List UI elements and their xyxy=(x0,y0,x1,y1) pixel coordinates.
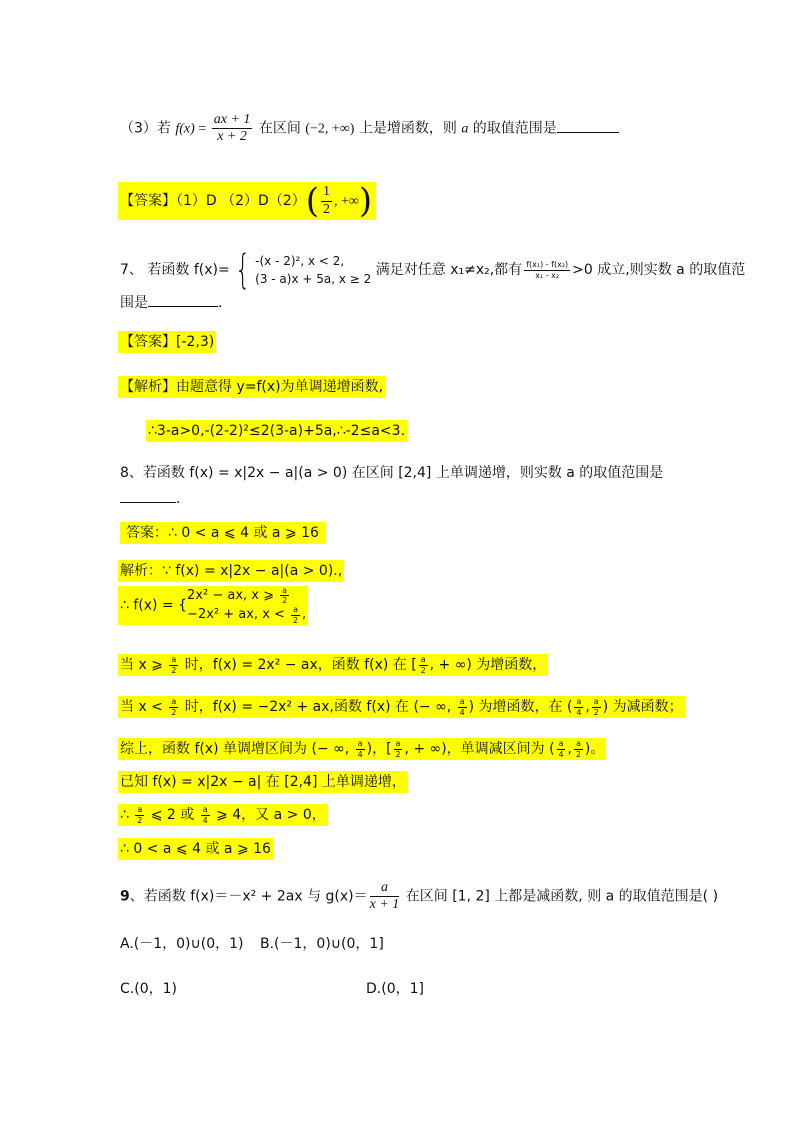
answer-blank xyxy=(557,132,619,133)
question-8-line2 xyxy=(120,488,180,510)
frac-num: a xyxy=(293,605,298,615)
frac-a-4 xyxy=(557,739,566,758)
q8-cases xyxy=(187,586,306,625)
q8-analysis-l1: 解析：∵ f(x) = x|2x − a|(a > 0)., xyxy=(118,560,344,582)
q9-text2: 在区间 [1, 2] 上都是减函数, 则 a 的取值范围是( ) xyxy=(401,888,719,905)
q8-case2-frac xyxy=(291,605,300,624)
q8-case1-frac xyxy=(280,586,289,605)
right-paren: ) xyxy=(358,181,373,221)
frac-den: 2 xyxy=(137,815,143,825)
q9-option-b: B.(－1，0)∪(0，1] xyxy=(260,936,384,952)
q7-text3: >0 成立,则实数 a 的取值范 xyxy=(572,262,746,278)
frac-den: 2 xyxy=(575,749,581,759)
q7-answer: 【答案】[-2,3) xyxy=(118,331,216,353)
frac-num: a xyxy=(202,805,208,815)
frac-den: 2 xyxy=(395,749,401,759)
question-7 xyxy=(120,247,746,293)
frac-a-4 xyxy=(574,697,583,716)
q8-l4c: ) 为增函数，在 ( xyxy=(468,699,573,715)
q8-analysis-l5: 综上，函数 f(x) 单调增区间为 (− ∞, $\frac{a}{4}$ )，[ $\frac{a}{2}$ , + ∞)，单调减区间为 ( $\frac{a}{4}$ , $\frac{a}{2}$ )。 xyxy=(120,739,605,759)
q8-case2-text: −2x² + ax, x < xyxy=(187,607,290,623)
frac-num: a xyxy=(459,697,465,707)
question-8: 8、若函数 f(x) = x|2x − a|(a > 0) 在区间 [2,4] 上单调递增，则实数 a 的取值范围是 xyxy=(120,465,664,481)
frac-den: 4 xyxy=(357,749,363,759)
q8-case1-text: 2x² − ax, x ⩾ xyxy=(187,588,279,604)
frac-num: a xyxy=(575,739,581,749)
q7-frac-den: x₁ - x₂ xyxy=(535,270,560,280)
q8-analysis-l3 xyxy=(118,654,548,676)
q9-text1: 、若函数 f(x)＝－x² + 2ax 与 g(x)＝ xyxy=(129,888,368,905)
q8-analysis-l4: 当 x < $\frac{a}{2}$ 时，f(x) = −2x² + ax,函数 f(x) 在 (− ∞, $\frac{a}{4}$ ) 为增函数，在 ( $\frac{a}{4}$ , $\frac{a}{2}$ ) 为减函数； xyxy=(120,697,683,717)
q8-analysis-l8: ∴ 0 < a ⩽ 4 或 a ⩾ 16 xyxy=(118,838,273,860)
frac-den: 4 xyxy=(202,815,208,825)
frac-num: a xyxy=(171,655,177,665)
q6-a: a xyxy=(461,121,469,137)
frac-a-4 xyxy=(201,805,210,824)
q9-frac-num: a xyxy=(370,880,400,897)
q8-l7c: ⩾ 4，又 a > 0， xyxy=(211,807,326,823)
q7-text1: 若函数 f(x)= xyxy=(142,262,230,278)
frac-a-2 xyxy=(394,739,403,758)
q8-analysis-l2 xyxy=(118,586,308,625)
q8-l7b: ⩽ 2 或 xyxy=(146,807,199,823)
q6-answer xyxy=(118,182,376,220)
frac-a-2 xyxy=(169,655,178,674)
q6-fraction xyxy=(212,112,253,145)
frac-den: 2 xyxy=(292,615,299,625)
q8-l7a: ∴ xyxy=(120,807,134,823)
frac-a-2 xyxy=(419,655,428,674)
q9-option-a: A.(－1，0)∪(0，1) xyxy=(120,936,244,952)
q6-prefix: （3）若 xyxy=(120,120,171,137)
q8-l5c: , + ∞)，单调减区间为 ( xyxy=(404,741,555,757)
q6-tail: 的取值范围是 xyxy=(468,120,557,137)
q7-line2: 围是 xyxy=(120,295,148,311)
q8-case2: −2x² + ax, x < $\frac{a}{2}$ , xyxy=(187,605,307,625)
q8-analysis-l7 xyxy=(118,804,328,826)
question-7-line2 xyxy=(120,292,222,314)
q8-l3a: 当 x ⩾ xyxy=(120,657,168,673)
q6-mid2: 上是增函数，则 xyxy=(354,120,462,137)
q8-l4b: 时，f(x) = −2x² + ax,函数 f(x) 在 (− ∞, xyxy=(180,699,456,715)
q7-number: 7、 xyxy=(120,262,143,278)
q6-fx: f(x) xyxy=(175,121,195,137)
frac-den: 2 xyxy=(171,707,177,717)
q9-option-d: D.(0，1] xyxy=(366,981,424,997)
frac-a-4 xyxy=(458,697,467,716)
frac-den: 2 xyxy=(171,665,177,675)
q9-number: 9 xyxy=(120,888,130,905)
q8-l3b: 时，f(x) = 2x² − ax，函数 f(x) 在 [ xyxy=(180,657,417,673)
frac-num: a xyxy=(395,739,401,749)
frac-num: a xyxy=(282,586,288,595)
frac-num: a xyxy=(576,697,582,707)
q8-l4a: 当 x < xyxy=(120,699,168,715)
left-paren: ( xyxy=(305,181,319,221)
q6-answer-den: 2 xyxy=(323,201,330,217)
frac-num: a xyxy=(137,805,143,815)
frac-a-4 xyxy=(356,739,365,758)
q6-frac-den: x + 2 xyxy=(217,129,247,145)
frac-den: 4 xyxy=(576,707,582,717)
answer-blank xyxy=(148,306,218,307)
q7-text2: 满足对任意 x₁≠x₂,都有 xyxy=(371,262,523,278)
frac-den: 2 xyxy=(593,707,599,717)
question-6-part-3 xyxy=(120,112,619,145)
q6-eq: = xyxy=(194,121,210,137)
q7-case2: (3 - a)x + 5a, x ≥ 2 xyxy=(255,272,372,286)
q8-l2-prefix: ∴ f(x) = { xyxy=(120,597,188,614)
q7-cases xyxy=(255,252,371,288)
frac-a-2 xyxy=(169,697,178,716)
brace-icon: { xyxy=(234,247,251,293)
q8-answer: 答案：∴ 0 < a ⩽ 4 或 a ⩾ 16 xyxy=(120,522,325,544)
q8-line2-end: . xyxy=(176,491,181,507)
q7-analysis: 【解析】由题意得 y=f(x)为单调递增函数, xyxy=(118,376,385,398)
frac-num: a xyxy=(593,697,599,707)
q8-l5d: )。 xyxy=(584,741,605,757)
q8-l4d: ) 为减函数； xyxy=(602,699,683,715)
frac-num: a xyxy=(558,739,564,749)
frac-den: 4 xyxy=(558,749,564,759)
q7-fraction xyxy=(524,260,570,279)
frac-num: a xyxy=(357,739,363,749)
frac-den: 2 xyxy=(282,596,288,606)
frac-num: a xyxy=(420,655,426,665)
q8-case1 xyxy=(187,586,306,605)
q6-interval: (−2, +∞) xyxy=(305,121,355,137)
q6-answer-label: 【答案】（1）D （2）D（2） xyxy=(120,193,306,209)
answer-blank xyxy=(120,502,176,503)
frac-a-2 xyxy=(135,805,144,824)
q8-analysis-l6: 已知 f(x) = x|2x − a| 在 [2,4] 上单调递增， xyxy=(118,771,408,793)
question-9 xyxy=(120,880,718,913)
q9-option-c: C.(0，1) xyxy=(120,981,177,997)
frac-den: 4 xyxy=(459,707,465,717)
q7-analysis-2: ∴3-a>0,-(2-2)²≤2(3-a)+5a,∴-2≤a<3. xyxy=(146,420,407,442)
frac-num: a xyxy=(171,697,177,707)
q9-fraction xyxy=(370,880,400,913)
frac-a-2 xyxy=(592,697,601,716)
q6-frac-num: ax + 1 xyxy=(212,112,253,129)
q7-frac-num: f(x₁) - f(x₂) xyxy=(526,260,569,270)
q8-l3c: , + ∞) 为增函数， xyxy=(429,657,547,673)
q7-line2-end: . xyxy=(218,295,223,311)
q6-answer-fraction xyxy=(321,184,332,217)
q9-frac-den: x + 1 xyxy=(369,897,400,913)
q7-case1: -(x - 2)², x < 2, xyxy=(255,254,345,268)
q8-l5b: )，[ xyxy=(366,741,392,757)
frac-den: 2 xyxy=(420,665,426,675)
q6-answer-num: 1 xyxy=(321,184,332,201)
q6-mid1: 在区间 xyxy=(254,120,306,137)
q8-l5a: 综上，函数 f(x) 单调增区间为 (− ∞, xyxy=(120,741,354,757)
frac-a-2 xyxy=(574,739,583,758)
q6-answer-tail: , +∞ xyxy=(334,194,359,209)
